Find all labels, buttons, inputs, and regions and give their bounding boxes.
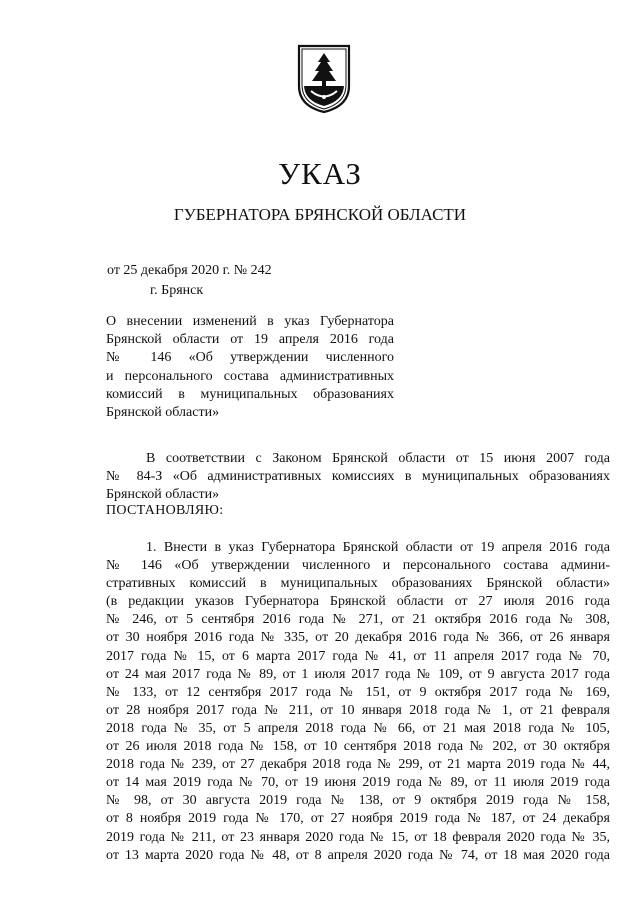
preamble-line: № 84-З «Об административных комиссиях в муниципальных образованиях: [106, 469, 610, 485]
clause-line: № 146 «Об утверждении численного и персонального состава админи-: [106, 558, 610, 574]
subject-line: № 146 «Об утверждении численного: [106, 350, 394, 366]
decree-statement: ПОСТАНОВЛЯЮ:: [106, 503, 224, 518]
decree-date-number: от 25 декабря 2020 г. № 242: [107, 263, 272, 278]
clause-line: от 30 ноября 2016 года № 335, от 20 декабря 2016 года № 366, от 26 января: [106, 630, 610, 646]
coat-of-arms-emblem: [297, 44, 351, 114]
decree-subject: [106, 313, 394, 422]
decree-city: г. Брянск: [150, 283, 204, 298]
clause-line: стративных комиссий в муниципальных образованиях Брянской области»: [106, 576, 610, 592]
clause-line: № 98, от 30 августа 2019 года № 138, от 9 октября 2019 года № 158,: [106, 793, 610, 809]
subject-line: О внесении изменений в указ Губернатора: [106, 314, 394, 329]
subject-line: Брянской области»: [106, 405, 220, 421]
subject-line: и персонального состава административных: [106, 368, 394, 384]
clause-line: 2019 года № 211, от 23 января 2020 года № 15, от 18 февраля 2020 года № 35,: [106, 829, 610, 845]
clause-line: 2018 года № 239, от 27 декабря 2018 года № 299, от 21 марта 2019 года № 44,: [106, 757, 610, 773]
clause-1-paragraph: [106, 539, 610, 865]
clause-line: от 8 ноября 2019 года № 170, от 27 ноября 2019 года № 187, от 24 декабря: [106, 811, 610, 827]
subject-line: Брянской области от 19 апреля 2016 года: [106, 332, 394, 348]
clause-line: 1. Внести в указ Губернатора Брянской области от 19 апреля 2016 года: [146, 540, 610, 555]
clause-line: от 13 марта 2020 года № 48, от 8 апреля 2020 года № 74, от 18 мая 2020 года: [106, 847, 610, 863]
preamble-paragraph: [106, 450, 610, 504]
clause-line: (в редакции указов Губернатора Брянской области от 27 июля 2016 года: [106, 594, 610, 610]
document-subtitle: ГУБЕРНАТОРА БРЯНСКОЙ ОБЛАСТИ: [173, 205, 467, 224]
clause-line: от 26 июля 2018 года № 158, от 10 сентября 2018 года № 202, от 30 октября: [106, 739, 610, 755]
clause-line: № 246, от 5 сентября 2016 года № 271, от 21 октября 2016 года № 308,: [106, 612, 610, 628]
preamble-line: Брянской области»: [106, 487, 220, 503]
subject-line: комиссий в муниципальных образованиях: [106, 386, 394, 402]
document-title: УКАЗ: [278, 156, 362, 191]
clause-line: от 24 мая 2017 года № 89, от 1 июля 2017 года № 109, от 9 августа 2017 года: [106, 666, 610, 682]
clause-line: № 133, от 12 сентября 2017 года № 151, от 9 октября 2017 года № 169,: [106, 684, 610, 700]
clause-line: от 14 мая 2019 года № 70, от 19 июня 2019 года № 89, от 11 июля 2019 года: [106, 775, 610, 791]
preamble-line: В соответствии с Законом Брянской области от 15 июня 2007 года: [146, 451, 610, 466]
clause-line: 2018 года № 35, от 5 апреля 2018 года № 66, от 21 мая 2018 года № 105,: [106, 720, 610, 736]
clause-line: от 28 ноября 2017 года № 211, от 10 января 2018 года № 1, от 21 февраля: [106, 702, 610, 718]
clause-line: 2017 года № 15, от 6 марта 2017 года № 41, от 11 апреля 2017 года № 70,: [106, 648, 610, 664]
